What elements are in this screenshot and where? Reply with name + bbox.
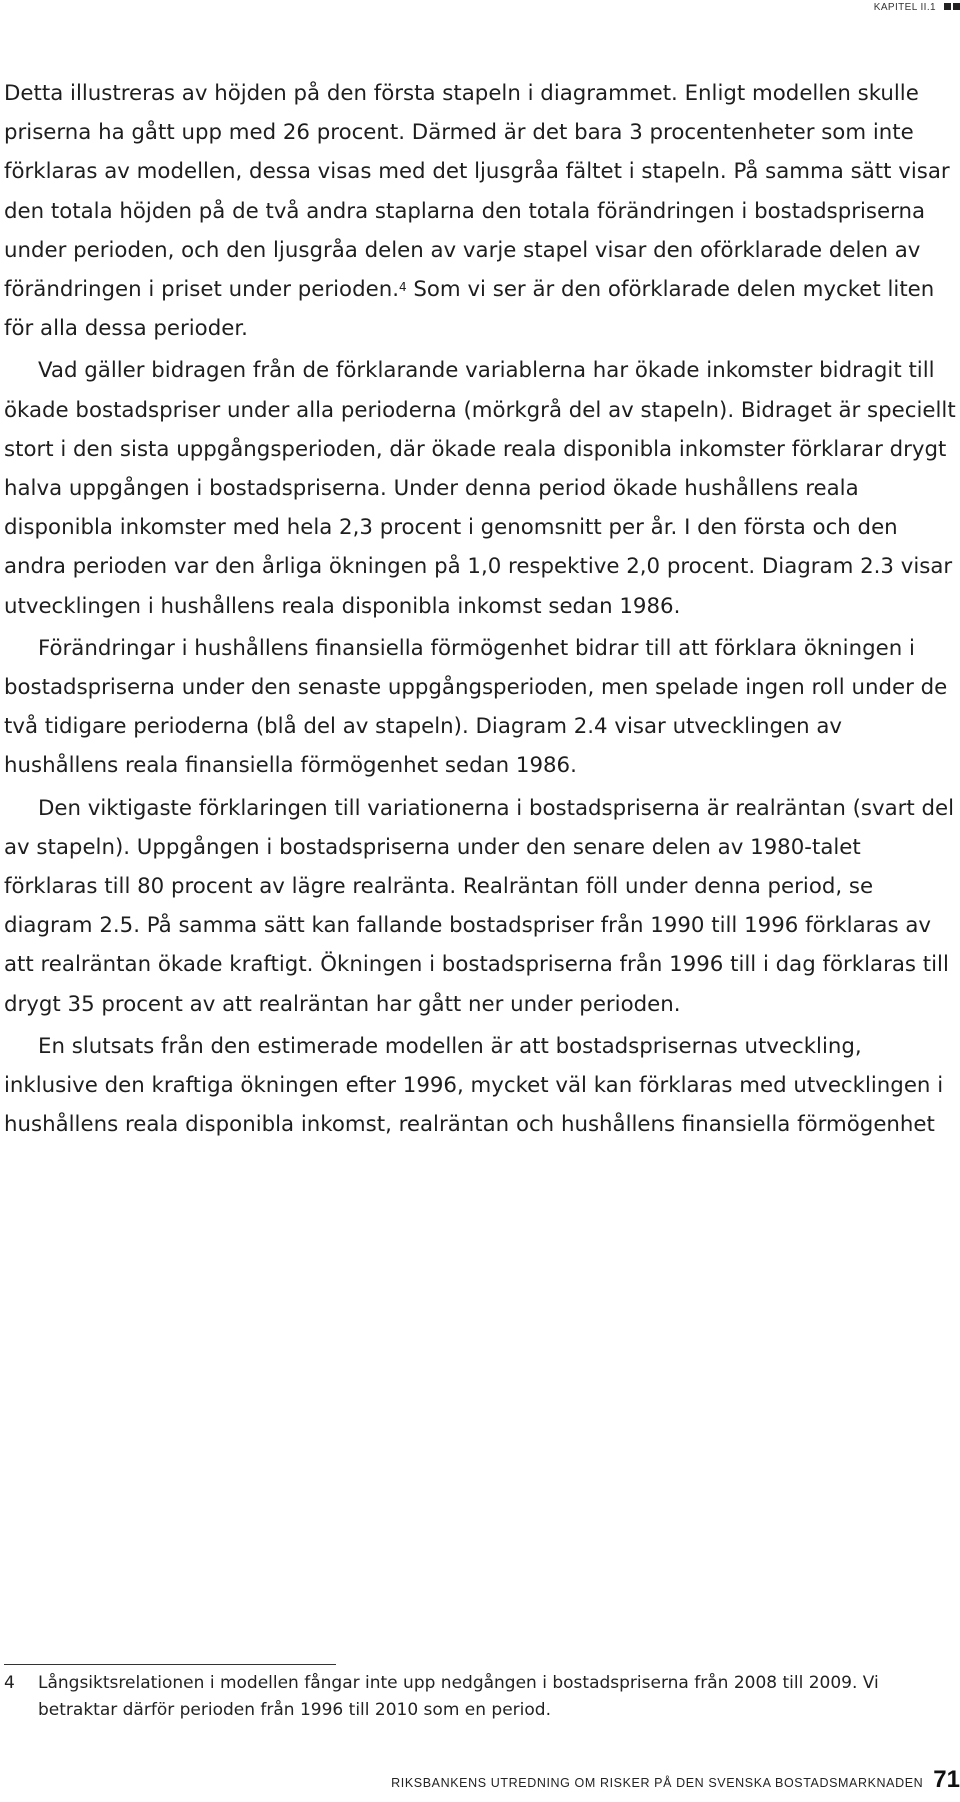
- footnote-ref[interactable]: 4: [398, 280, 407, 295]
- paragraph-5: En slutsats från den estimerade modellen är att bostadsprisernas utveckling, inklusive den kraftiga ökningen efter 1996, mycket väl kan förklaras med utvecklingen i hushållens reala disponibla inkomst, realräntan och hushållens finansiella förmögenhet: [4, 1033, 944, 1138]
- page-footer: [391, 1766, 960, 1794]
- footnote-number: 4: [4, 1673, 15, 1693]
- running-head: [874, 0, 960, 14]
- body-text: [4, 74, 956, 1147]
- paragraph-4: Den viktigaste förklaringen till variationerna i bostadspriserna är realräntan (svart del av stapeln). Uppgången i bostadspriserna under den senare delen av 1980-talet förklaras till 80 procent av lägre realränta. Realräntan föll under denna period, se diagram 2.5. På samma sätt kan fallande bostadspriser från 1990 till 1996 förklaras av att realräntan ökade kraftigt. Ökningen i bostadspriserna från 1996 till i dag förklaras till drygt 35 procent av att realräntan har gått ner under perioden.: [4, 795, 955, 1017]
- page-number: 71: [933, 1766, 960, 1793]
- paragraph-3: Förändringar i hushållens finansiella förmögenhet bidrar till att förklara ökningen i bostadspriserna under den senaste uppgångsperioden, men spelade ingen roll under de två tidigare perioderna (blå del av stapeln). Diagram 2.4 visar utvecklingen av hushållens reala finansiella förmögenhet sedan 1986.: [4, 635, 948, 779]
- chapter-label: KAPITEL II.1: [873, 1, 936, 13]
- paragraph-1-tail: Som vi ser är den oförklarade delen mycket liten för alla dessa perioder.: [4, 277, 935, 342]
- footer-title: RIKSBANKENS UTREDNING OM RISKER PÅ DEN SVENSKA BOSTADSMARKNADEN: [391, 1776, 924, 1790]
- paragraph-1-text: Detta illustreras av höjden på den första stapeln i diagrammet. Enligt modellen skulle priserna ha gått upp med 26 procent. Därmed är det bara 3 procentenheter som inte förklaras av modellen, dessa visas med det ljusgråa fältet i stapeln. På samma sätt visar den totala höjden på de två andra staplarna den totala förändringen i bostadspriserna under perioden, och den ljusgråa delen av varje stapel visar den oförklarade delen av förändringen i priset under perioden.: [4, 81, 950, 303]
- footnote: [4, 1670, 934, 1724]
- header-squares: [942, 2, 960, 13]
- footnote-rule: [4, 1664, 336, 1665]
- paragraph-1: [4, 74, 956, 348]
- paragraph-2: Vad gäller bidragen från de förklarande variablerna har ökade inkomster bidragit till ökade bostadspriser under alla perioderna (mörkgrå del av stapeln). Bidraget är speciellt stort i den sista uppgångsperioden, där ökade reala disponibla inkomster förklarar drygt halva uppgången i bostadspriserna. Under denna period ökade hushållens reala disponibla inkomster med hela 2,3 procent i genomsnitt per år. I den första och den andra perioden var den årliga ökningen på 1,0 respektive 2,0 procent. Diagram 2.3 visar utvecklingen i hushållens reala disponibla inkomst sedan 1986.: [4, 358, 956, 619]
- footnote-text: Långsiktsrelationen i modellen fångar inte upp nedgången i bostadspriserna från 2008 till 2009. Vi betraktar därför perioden från 1996 till 2010 som en period.: [38, 1673, 879, 1720]
